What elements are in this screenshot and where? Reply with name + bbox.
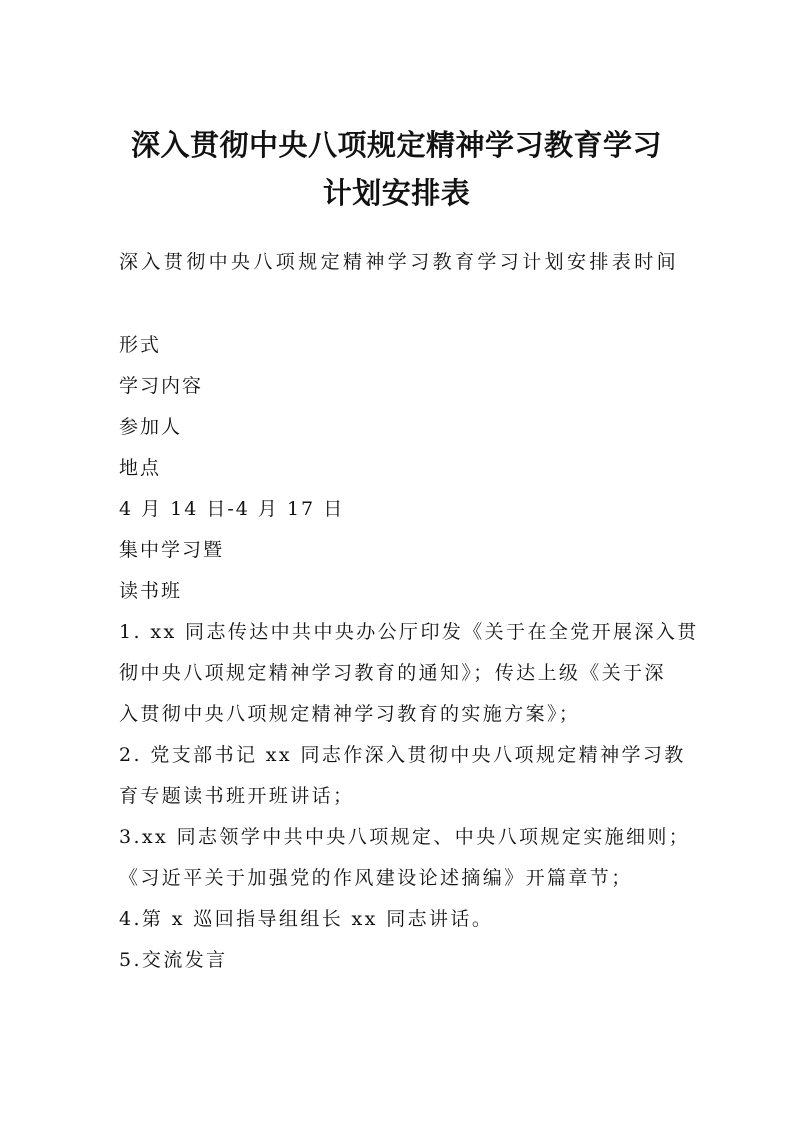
text-line-item-4: 4.第 x 巡回指导组组长 xx 同志讲话。 — [119, 908, 494, 930]
text-line-item-3b: 《习近平关于加强党的作风建设论述摘编》开篇章节； — [119, 867, 633, 889]
text-line-item-2b: 育专题读书班开班讲话； — [119, 785, 355, 807]
text-line-item-1a: 1. xx 同志传达中共中央办公厅印发《关于在全党开展深入贯 — [119, 621, 699, 643]
text-line-item-3a: 3.xx 同志领学中共中央八项规定、中央八项规定实施细则； — [119, 826, 691, 848]
text-line-item-1b: 彻中央八项规定精神学习教育的通知》；传达上级《关于深 — [119, 662, 666, 684]
document-subtitle: 深入贯彻中央八项规定精神学习教育学习计划安排表时间 — [119, 251, 680, 273]
text-line-reading-class: 读书班 — [119, 580, 183, 602]
text-line-item-2a: 2. 党支部书记 xx 同志作深入贯彻中央八项规定精神学习教 — [119, 744, 686, 766]
text-line-participants: 参加人 — [119, 416, 183, 438]
document-title-line-2: 计划安排表 — [322, 176, 471, 210]
document-body — [119, 331, 699, 987]
text-line-date: 4 月 14 日-4 月 17 日 — [119, 498, 345, 520]
text-line-session-type: 集中学习暨 — [119, 539, 225, 561]
text-line-location: 地点 — [119, 457, 162, 479]
text-line-item-1c: 入贯彻中央八项规定精神学习教育的实施方案》； — [119, 703, 581, 725]
text-line-content: 学习内容 — [119, 375, 204, 397]
text-line-form: 形式 — [119, 334, 162, 356]
text-line-item-5: 5.交流发言 — [119, 949, 228, 971]
document-title-line-1: 深入贯彻中央八项规定精神学习教育学习 — [130, 128, 662, 162]
